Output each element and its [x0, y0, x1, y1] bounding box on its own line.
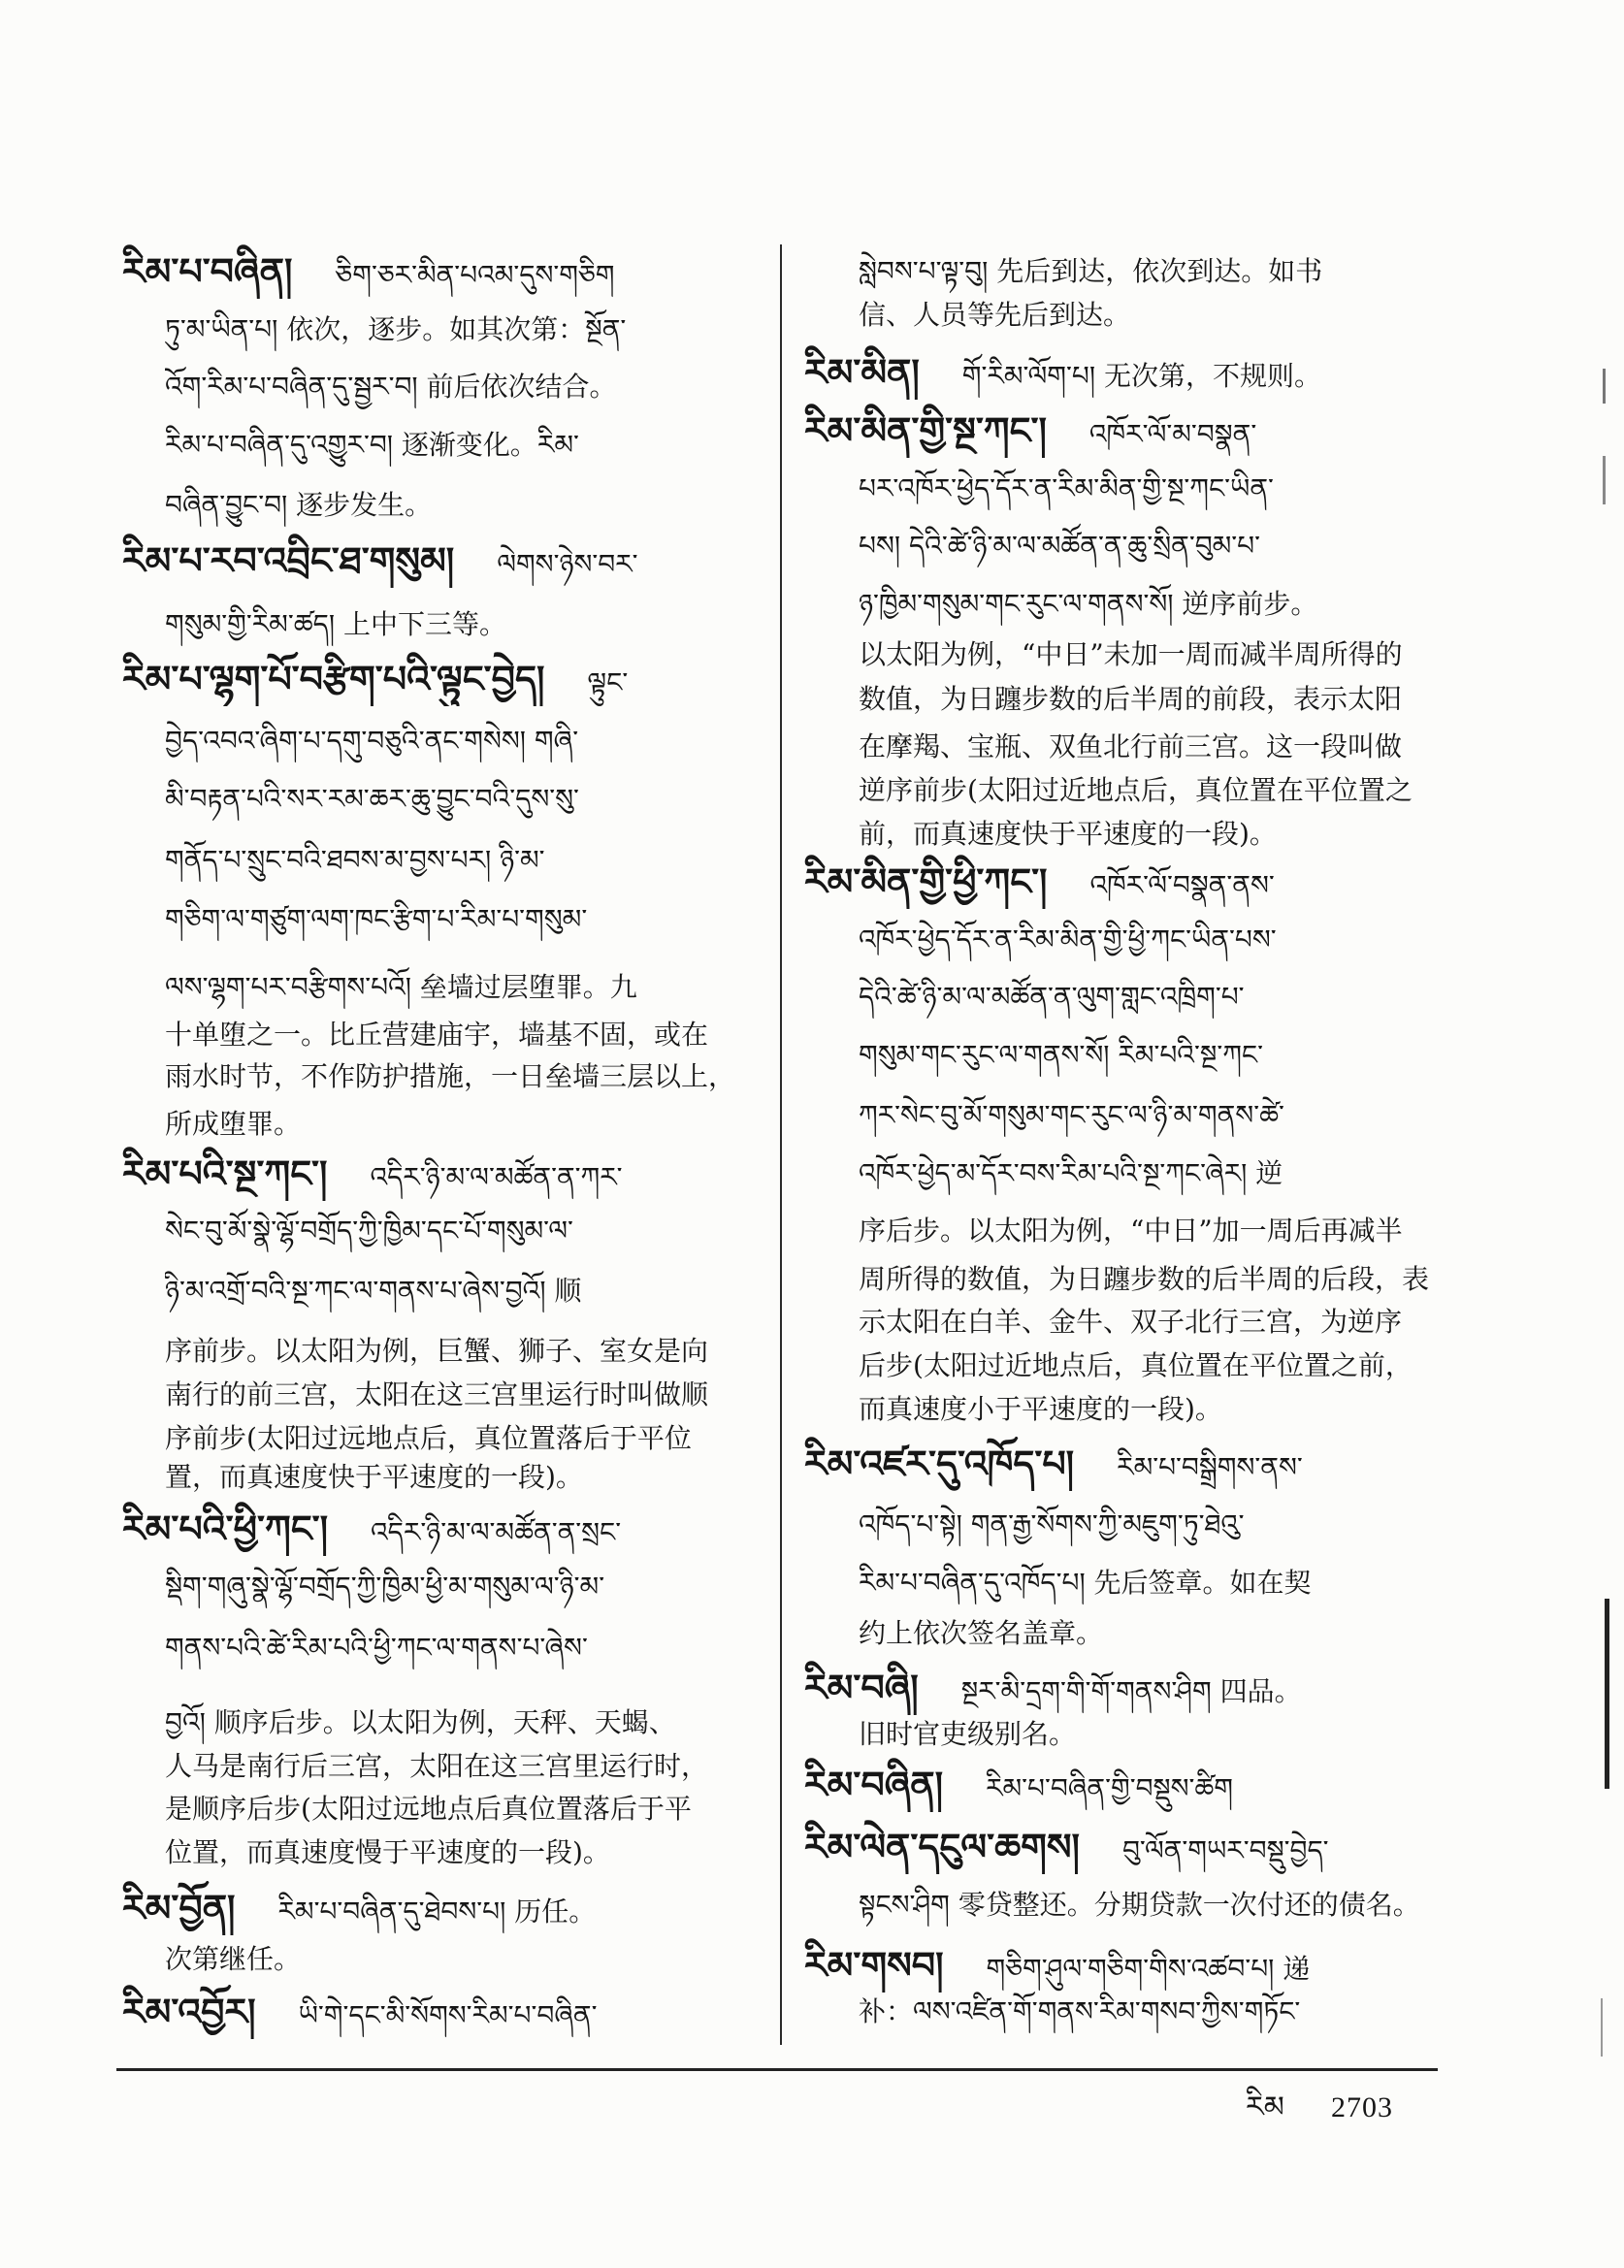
continuation-line: སླེབས་པ་ལྟ་བུ། 先后到达，依次到达。如书	[859, 255, 1323, 287]
headword: རིམ་ལེན་དངུལ་ཆགས།	[804, 1825, 1080, 1868]
definition-line: ཀར་སེང་བུ་མོ་གསུམ་གང་རུང་ལ་ཉི་མ་གནས་ཚེ་	[859, 1099, 1284, 1131]
definition-line: མི་བརྟན་པའི་སར་རམ་ཆར་ཆུ་བྱུང་བའི་དུས་སུ་	[165, 783, 579, 815]
scan-mark	[1603, 456, 1606, 504]
definition-line: གནོད་པ་སྲུང་བའི་ཐབས་མ་བྱས་པར། ཉི་མ་	[165, 844, 545, 876]
headword: རིམ་པའི་ཕྱི་ཀང་།	[122, 1507, 329, 1550]
definition: འདིར་ཉི་མ་ལ་མཚོན་ན་སྲང་	[371, 1516, 622, 1548]
definition-line: པར་འཁོར་ཕྱེད་དོར་ན་རིམ་མིན་གྱི་སྔ་ཀང་ཡིན་	[859, 472, 1274, 504]
definition-line: ཉ་ཁྱིམ་གསུམ་གང་རུང་ལ་གནས་སོ། 逆序前步。	[859, 588, 1318, 620]
definition-line: 位置，而真速度慢于平速度的一段)。	[165, 1836, 610, 1868]
definition: ཡི་གེ་དང་མི་སོགས་རིམ་པ་བཞིན་	[298, 1999, 598, 2031]
definition-line: གཅིག་ལ་གཙུག་ལག་ཁང་རྩིག་པ་རིམ་པ་གསུམ་	[165, 903, 588, 935]
headword: རིམ་འཛར་དུ་འཁོད་པ།	[804, 1442, 1075, 1485]
column-divider	[780, 244, 782, 2045]
definition-line: 南行的前三宫，太阳在这三宫里运行时叫做顺	[165, 1378, 709, 1410]
entry-head-line	[804, 404, 1441, 458]
definition-line: 序前步。以太阳为例，巨蟹、狮子、室女是向	[165, 1335, 709, 1367]
definition: འཁོར་ལོ་མ་བསྣན་	[1088, 418, 1257, 450]
definition-line: འཁོད་པ་སྟེ། གན་རྒྱ་སོགས་ཀྱི་མཇུག་ཏུ་ཐེའུ་	[859, 1508, 1245, 1540]
entry-head-line	[122, 1985, 759, 2039]
definition-line: 人马是南行后三宫，太阳在这三宫里运行时，	[165, 1750, 709, 1782]
entry-head-line	[122, 534, 759, 588]
entry-head-line	[122, 1881, 759, 1935]
entry-head-line	[122, 1502, 759, 1556]
entry-head-line	[122, 652, 759, 706]
definition: ལེགས་ཉེས་བར་	[497, 548, 638, 580]
definition-line: 而真速度小于平速度的一段)。	[859, 1393, 1222, 1425]
definition-line: 逆序前步(太阳过近地点后，真位置在平位置之	[859, 774, 1413, 806]
definition-line: 数值，为日躔步数的后半周的前段，表示太阳	[859, 683, 1403, 715]
scan-mark	[1605, 1599, 1609, 1789]
definition-line: གསུམ་གྱི་རིམ་ཚད། 上中下三等。	[165, 608, 506, 640]
definition: རིམ་པ་བསྒྲིགས་ནས་	[1117, 1451, 1303, 1483]
definition-line: 在摩羯、宝瓶、双鱼北行前三宫。这一段叫做	[859, 730, 1403, 762]
headword: རིམ་གསབ།	[804, 1943, 944, 1987]
definition-line: 周所得的数值，为日躔步数的后半周的后段，表	[859, 1263, 1430, 1295]
definition-line: འཁོར་ཕྱེད་དོར་ན་རིམ་མིན་གྱི་ཕྱི་ཀང་ཡིན་པས་	[859, 923, 1277, 956]
definition-line: སྟངས་ཤིག 零贷整还。分期贷款一次付还的债名。	[859, 1889, 1420, 1921]
definition-line: བཞིན་བྱུང་བ། 逐步发生。	[165, 489, 433, 521]
running-head: རིམ	[1246, 2090, 1284, 2124]
definition-line: རིམ་པ་བཞིན་དུ་འཁོད་པ། 先后签章。如在契	[859, 1567, 1312, 1599]
entry-head-line	[122, 1147, 759, 1201]
definition-line: དེའི་ཚེ་ཉི་མ་ལ་མཚོན་ན་ལུག་གླང་འཁྲིག་པ་	[859, 981, 1245, 1013]
headword: རིམ་པ་རབ་འབྲིང་ཐ་གསུམ།	[122, 538, 455, 582]
definition: བུ་ལོན་གཡར་བསྡུ་བྱེད་	[1121, 1834, 1329, 1866]
definition-line: ལས་ལྷག་པར་བརྩིགས་པའོ། 垒墙过层堕罪。九	[165, 971, 637, 1003]
definition: གཅིག་ཤུལ་གཅིག་གིས་འཚབ་པ། 递	[986, 1953, 1311, 1985]
definition: གོ་རིམ་ལོག་པ། 无次第，不规则。	[961, 360, 1321, 392]
headword: རིམ་པ་བཞིན།	[122, 249, 293, 293]
headword: རིམ་མིན་གྱི་ཕྱི་ཀང་།	[804, 859, 1048, 903]
definition: ཅིག་ཅར་མིན་པའམ་དུས་གཅིག	[335, 259, 615, 291]
scan-mark	[1601, 1998, 1603, 2057]
headword: རིམ་མིན།	[804, 350, 920, 394]
headword: རིམ་འབྱོར།	[122, 1990, 256, 2033]
definition-line: འོག་རིམ་པ་བཞིན་དུ་སྦྱར་བ། 前后依次结合。	[165, 371, 617, 403]
definition-line: 后步(太阳过近地点后，真位置在平位置之前，	[859, 1349, 1413, 1381]
definition-line: ཉི་མ་འགྲོ་བའི་སྔ་ཀང་ལ་གནས་པ་ཞེས་བྱའོ། 顺	[165, 1275, 582, 1307]
definition-line: བྱའོ། 顺序后步。以太阳为例，天秤、天蝎、	[165, 1706, 676, 1738]
definition-line: 所成堕罪。	[165, 1108, 302, 1140]
definition: སྔར་མི་དྲག་གི་གོ་གནས་ཤིག 四品。	[960, 1675, 1302, 1707]
headword: རིམ་མིན་གྱི་སྔ་ཀང་།	[804, 408, 1047, 452]
definition-line: 置，而真速度快于平速度的一段)。	[165, 1461, 583, 1493]
definition-line: 以太阳为例，“中日”未加一周而减半周所得的	[859, 638, 1403, 670]
definition-line: ཏུ་མ་ཡིན་པ། 依次，逐步。如其次第：སྔོན་	[165, 313, 627, 345]
definition: འདིར་ཉི་མ་ལ་མཚོན་ན་ཀར་	[370, 1161, 623, 1193]
definition-line: གནས་པའི་ཚེ་རིམ་པའི་ཕྱི་ཀང་ལ་གནས་པ་ཞེས་	[165, 1632, 588, 1664]
entry-head-line	[122, 244, 759, 299]
definition-line: 是顺序后步(太阳过远地点后真位置落后于平	[165, 1793, 692, 1825]
entry-head-line	[804, 1758, 1441, 1812]
definition-line: 次第继任。	[165, 1943, 302, 1975]
scan-mark	[1603, 369, 1606, 404]
definition-line: འཁོར་ཕྱེད་མ་དོར་བས་རིམ་པའི་སྔ་ཀང་ཞེར། 逆	[859, 1157, 1283, 1189]
definition-line: 十单堕之一。比丘营建庙宇，墙基不固，或在	[165, 1019, 709, 1051]
entry-head-line	[804, 1437, 1441, 1491]
headword: རིམ་བཞི།	[804, 1666, 919, 1709]
definition-line: སེང་བུ་མོ་སྣེ་ལྷོ་བགྲོད་ཀྱི་ཁྱིམ་དང་པོ་གསུམ་ལ་	[165, 1215, 573, 1247]
definition-line: 旧时官吏级别名。	[859, 1718, 1077, 1750]
definition-line: 约上依次签名盖章。	[859, 1617, 1104, 1649]
definition: རིམ་པ་བཞིན་གྱི་བསྡུས་ཚིག	[986, 1772, 1234, 1804]
entry-head-line	[804, 1820, 1441, 1874]
continuation-line: 信、人员等先后到达。	[859, 299, 1131, 331]
definition: རིམ་པ་བཞིན་དུ་ཐེབས་པ། 历任。	[277, 1895, 597, 1928]
definition-line: 示太阳在白羊、金牛、双子北行三宫，为逆序	[859, 1306, 1403, 1338]
definition-line: 前，而真速度快于平速度的一段)。	[859, 818, 1277, 850]
definition-line: 序前步(太阳过远地点后，真位置落后于平位	[165, 1422, 692, 1454]
definition-line: སྡིག་གཞུ་སྣེ་ལྷོ་བགྲོད་ཀྱི་ཁྱིམ་ཕྱི་མ་གསུམ་ལ་ཉི་མ་	[165, 1571, 605, 1603]
definition: འཁོར་ལོ་བསྣན་ནས་	[1089, 869, 1275, 901]
entry-head-line	[804, 345, 1441, 400]
definition-line: 补：ལས་འཛིན་གོ་གནས་རིམ་གསབ་ཀྱིས་གཏོང་	[859, 1995, 1301, 2027]
definition-line: པས། དེའི་ཚེ་ཉི་མ་ལ་མཚོན་ན་ཆུ་སྲིན་བུམ་པ་	[859, 530, 1261, 562]
definition-line: 雨水时节，不作防护措施，一日垒墙三层以上，	[165, 1060, 736, 1092]
definition-line: གསུམ་གང་རུང་ལ་གནས་སོ། རིམ་པའི་སྔ་ཀང་	[859, 1039, 1263, 1071]
definition-line: བྱེད་འབའ་ཞིག་པ་དགུ་བཅུའི་ནང་གསེས། གཞི་	[165, 725, 579, 757]
headword: རིམ་བྱོན།	[122, 1886, 236, 1929]
definition-line: རིམ་པ་བཞིན་དུ་འགྱུར་བ། 逐渐变化。རིམ་	[165, 429, 579, 461]
footer-rule	[116, 2068, 1438, 2071]
headword: རིམ་བཞིན།	[804, 1763, 944, 1806]
definition: ལྟུང་	[587, 666, 629, 698]
headword: རིམ་པ་ལྷག་པོ་བརྩིག་པའི་ལྟུང་བྱེད།	[122, 657, 545, 700]
definition-line: 序后步。以太阳为例，“中日”加一周后再减半	[859, 1215, 1403, 1247]
headword: རིམ་པའི་སྔ་ཀང་།	[122, 1151, 328, 1195]
page-number: 2703	[1331, 2091, 1393, 2123]
entry-head-line	[804, 855, 1441, 909]
